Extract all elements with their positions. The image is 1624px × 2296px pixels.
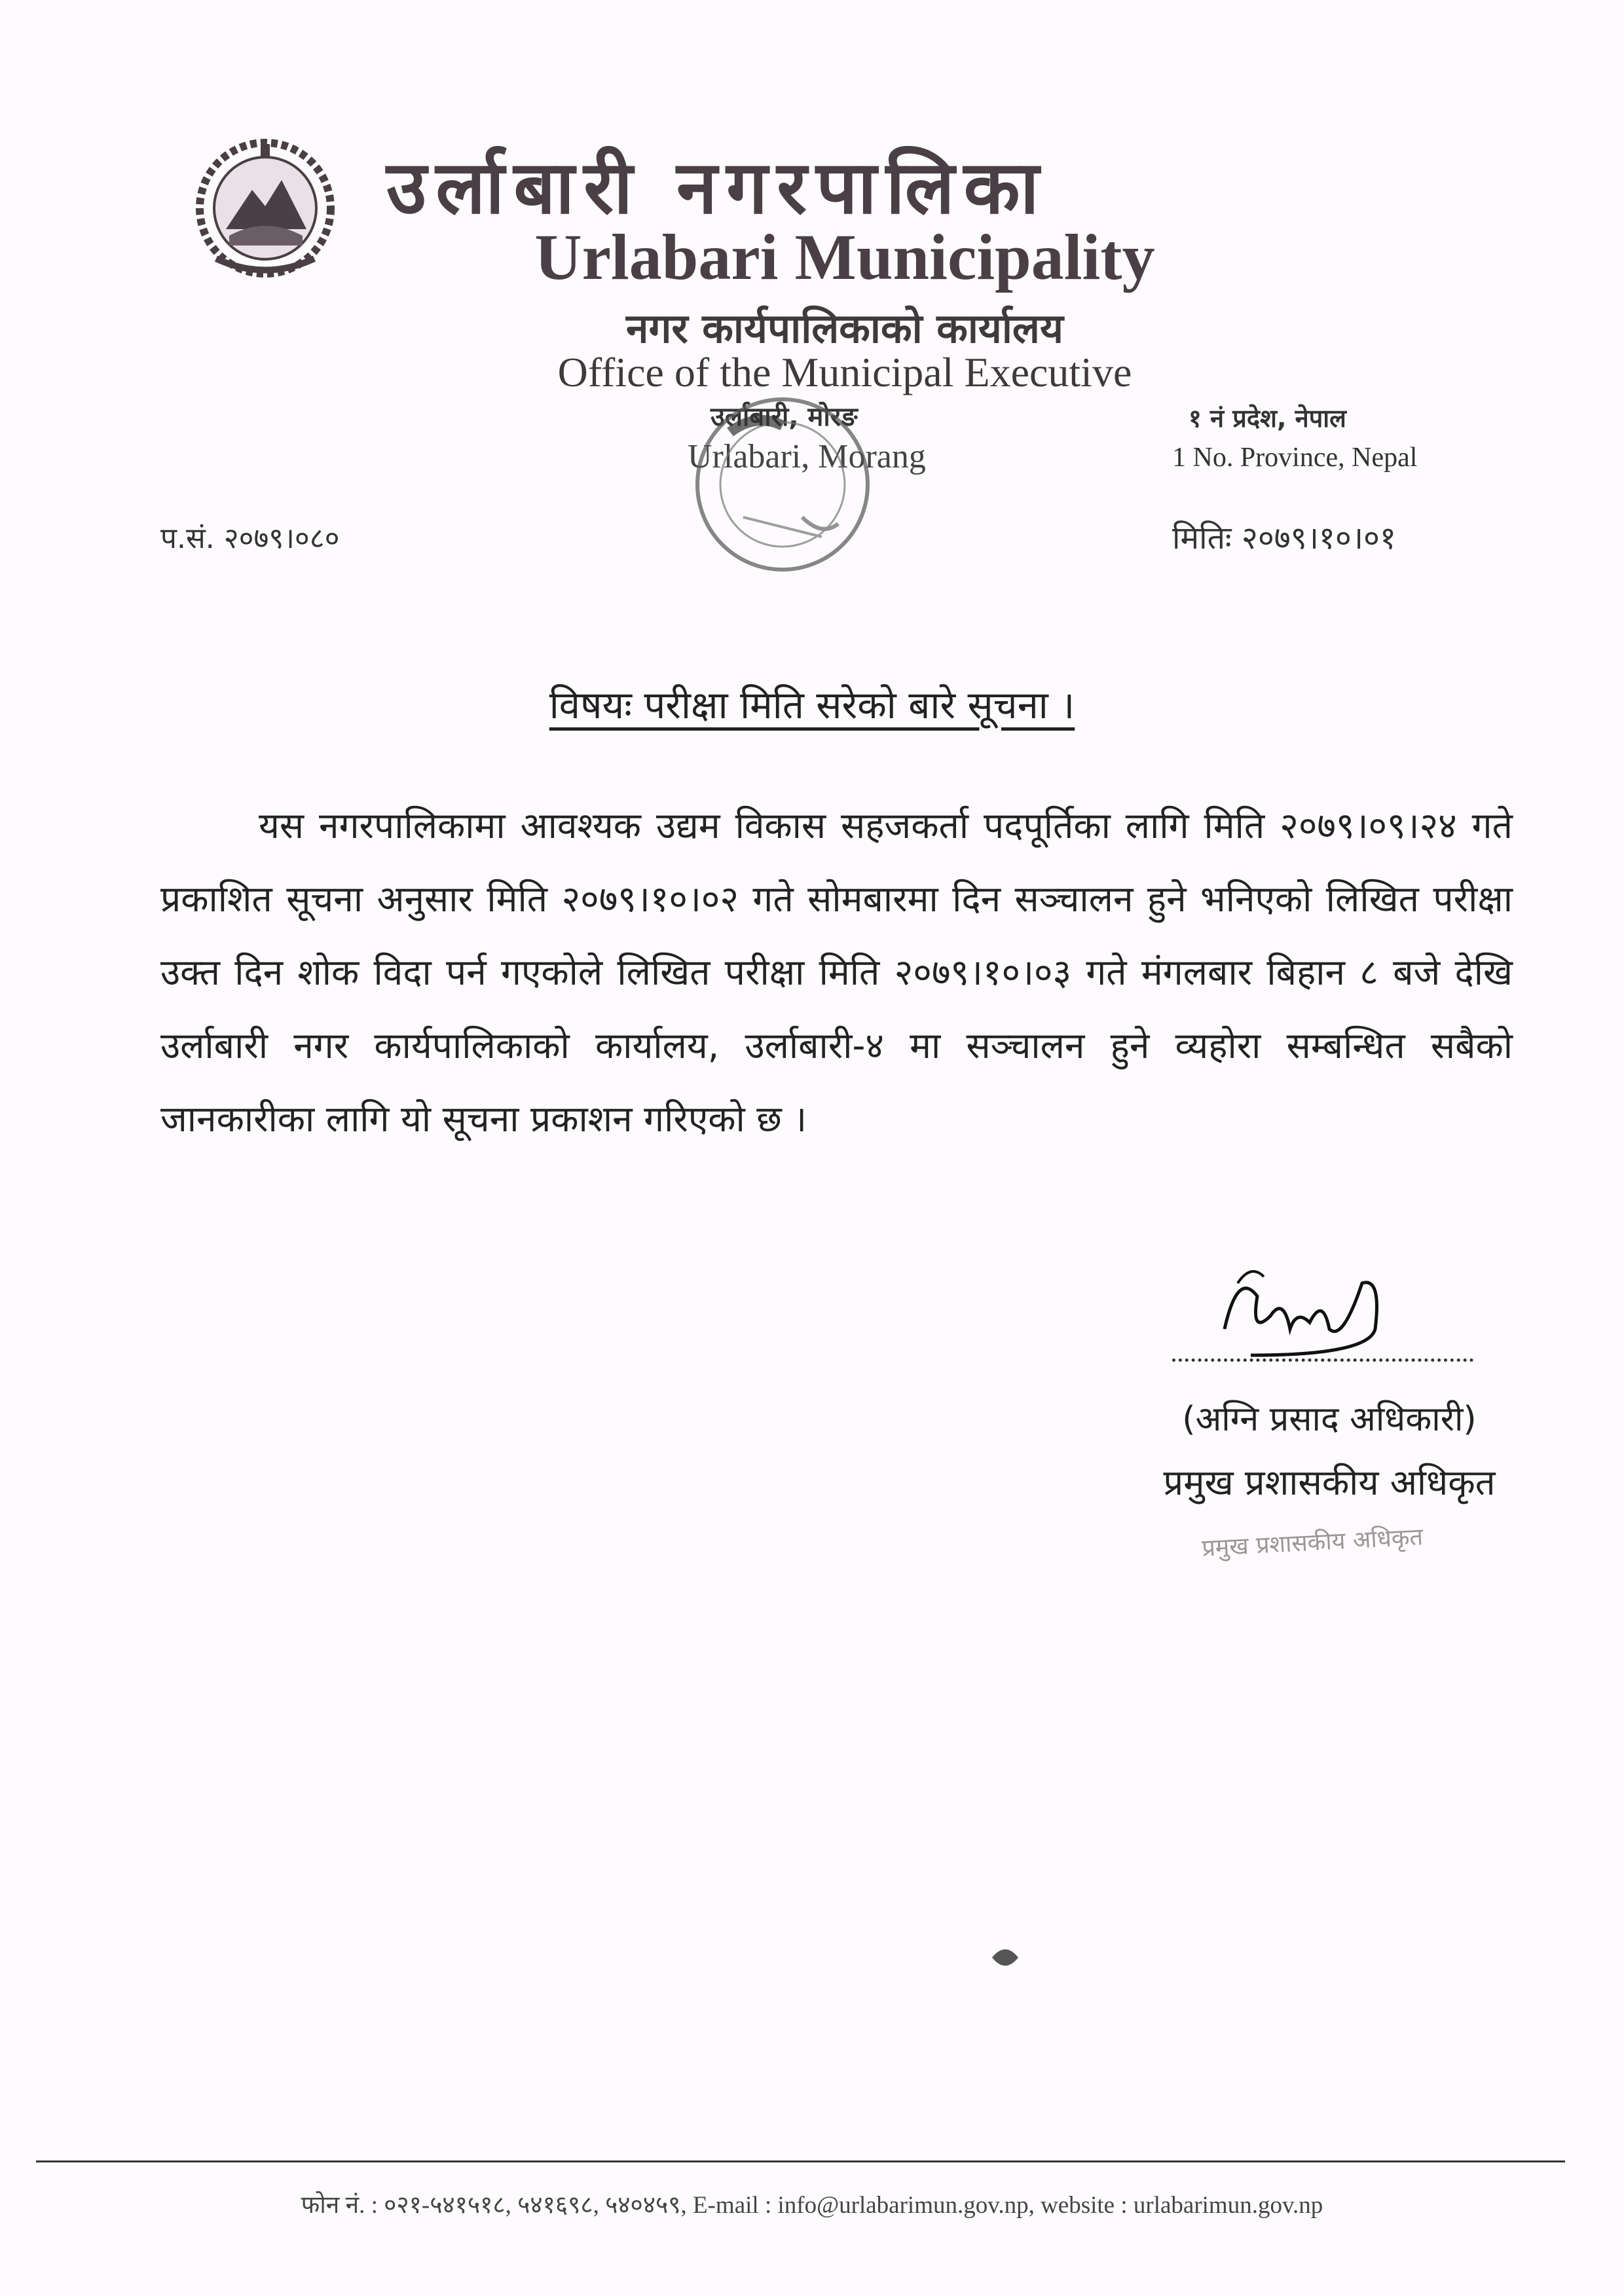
letter-body: यस नगरपालिकामा आवश्यक उद्यम विकास सहजकर्ता पदपूर्तिका लागि मिति २०७९।०९।२४ गते प्रकाशित सूचना अनुसार मिति २०७९।१०।०२ गते सोमबारमा दिन सञ्चालन हुने भनिएको लिखित परीक्षा उक्त दिन शोक विदा पर्न गएकोले लिखित परीक्षा मिति २०७९।१०।०३ गते मंगलबार बिहान ८ बजे देखि उर्लाबारी नगर कार्यपालिकाको कार्यालय, उर्लाबारी-४ मा सञ्चालन हुने व्यहोरा सम्बन्धित सबैको जानकारीका लागि यो सूचना प्रकाशन गरिएको छ । bbox=[160, 805, 1513, 1140]
office-seal-stamp bbox=[684, 386, 881, 583]
location-english: Urlabari, Morang bbox=[688, 438, 926, 475]
designation-stamp: प्रमुख प्रशासकीय अधिकृत bbox=[1201, 1523, 1424, 1562]
letter-date: मितिः २०७९।१०।०१ bbox=[1172, 520, 1396, 556]
signature-line bbox=[1172, 1358, 1473, 1362]
province-english: 1 No. Province, Nepal bbox=[1172, 443, 1418, 473]
reference-number: प.सं. २०७९।०८० bbox=[160, 522, 340, 555]
footer-contact: फोन नं. : ०२१-५४१५१८, ५४१६९८, ५४०४५९, E-mail : info@urlabarimun.gov.np, website : urlabarimun.gov.np bbox=[301, 2192, 1323, 2219]
province-nepali: १ नं प्रदेश, नेपाल bbox=[1189, 404, 1346, 433]
ink-mark bbox=[986, 1938, 1025, 1977]
location-nepali: उर्लाबारी, मोरङ bbox=[710, 402, 858, 432]
municipality-name-english: Urlabari Municipality bbox=[534, 221, 1155, 293]
office-name-nepali: नगर कार्यपालिकाको कार्यालय bbox=[626, 304, 1063, 352]
handwritten-signature bbox=[1211, 1257, 1408, 1368]
office-name-english: Office of the Municipal Executive bbox=[557, 349, 1132, 395]
footer-divider bbox=[36, 2160, 1565, 2162]
municipality-name-nepali: उर्लाबारी नगरपालिका bbox=[386, 145, 1048, 230]
signatory-title: प्रमुख प्रशासकीय अधिकृत bbox=[1163, 1462, 1496, 1503]
signatory-name: (अग्नि प्रसाद अधिकारी) bbox=[1182, 1400, 1477, 1439]
letter-subject: विषयः परीक्षा मिति सरेको बारे सूचना । bbox=[549, 683, 1075, 727]
